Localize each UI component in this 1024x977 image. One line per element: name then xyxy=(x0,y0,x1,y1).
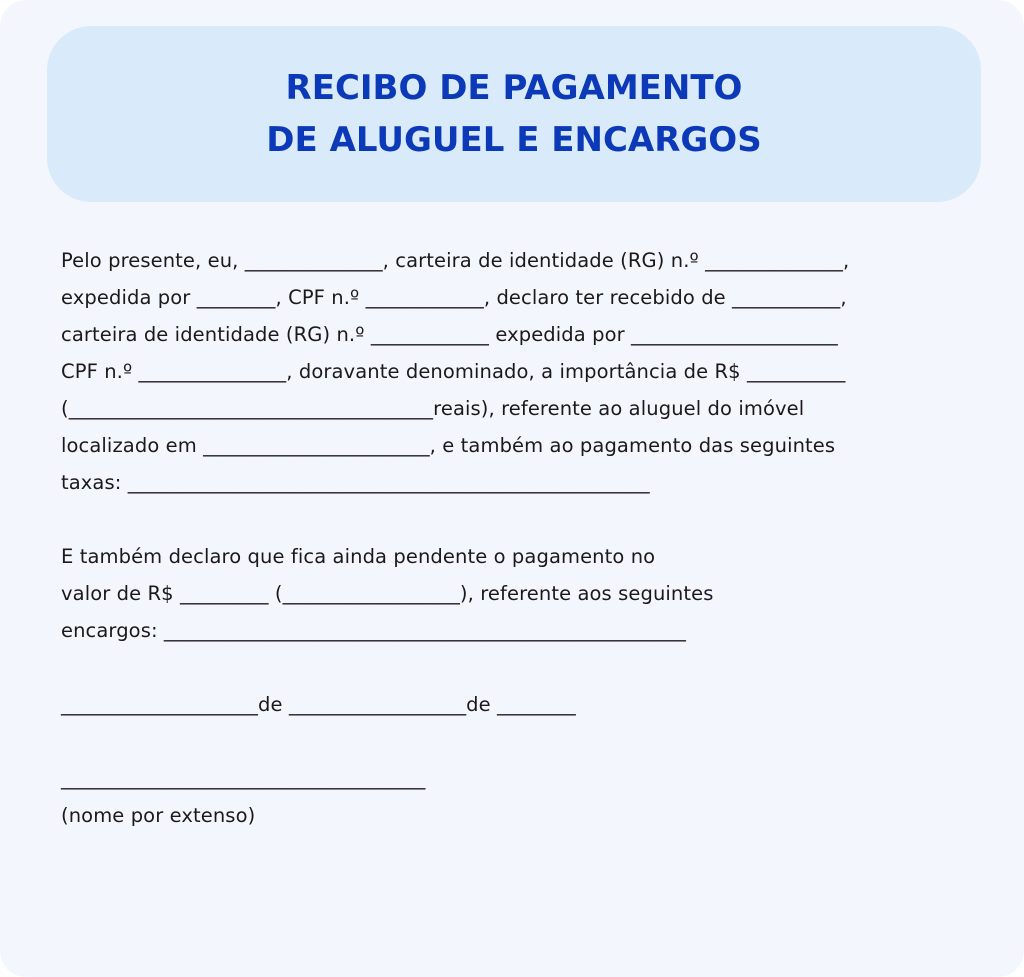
paragraph-2-line: valor de R$ _________ (__________________), referente aos seguintes xyxy=(61,582,714,605)
paragraph-2-line: encargos: _____________________________________________________ xyxy=(61,619,686,642)
title-line-1: RECIBO DE PAGAMENTO xyxy=(285,68,743,108)
paragraph-1-line: (_____________________________________reais), referente ao aluguel do imóvel xyxy=(61,397,805,420)
paragraph-1-line: localizado em _______________________, e também ao pagamento das seguintes xyxy=(61,434,836,457)
title-line-2: DE ALUGUEL E ENCARGOS xyxy=(266,120,762,160)
signature-line: _____________________________________ xyxy=(61,767,426,790)
paragraph-1-line: carteira de identidade (RG) n.º ____________ expedida por _____________________ xyxy=(61,323,838,346)
signature-caption: (nome por extenso) xyxy=(61,804,256,827)
paragraph-1-line: Pelo presente, eu, ______________, carteira de identidade (RG) n.º ______________, xyxy=(61,249,850,272)
date-line: ____________________de __________________de ________ xyxy=(61,693,576,716)
title-banner xyxy=(47,26,981,202)
paragraph-1-line: taxas: _____________________________________________________ xyxy=(61,471,650,494)
paragraph-2-line: E também declaro que fica ainda pendente o pagamento no xyxy=(61,545,656,568)
paragraph-1-line: CPF n.º _______________, doravante denominado, a importância de R$ __________ xyxy=(61,360,846,383)
paragraph-1-line: expedida por ________, CPF n.º ____________, declaro ter recebido de ___________, xyxy=(61,286,847,309)
